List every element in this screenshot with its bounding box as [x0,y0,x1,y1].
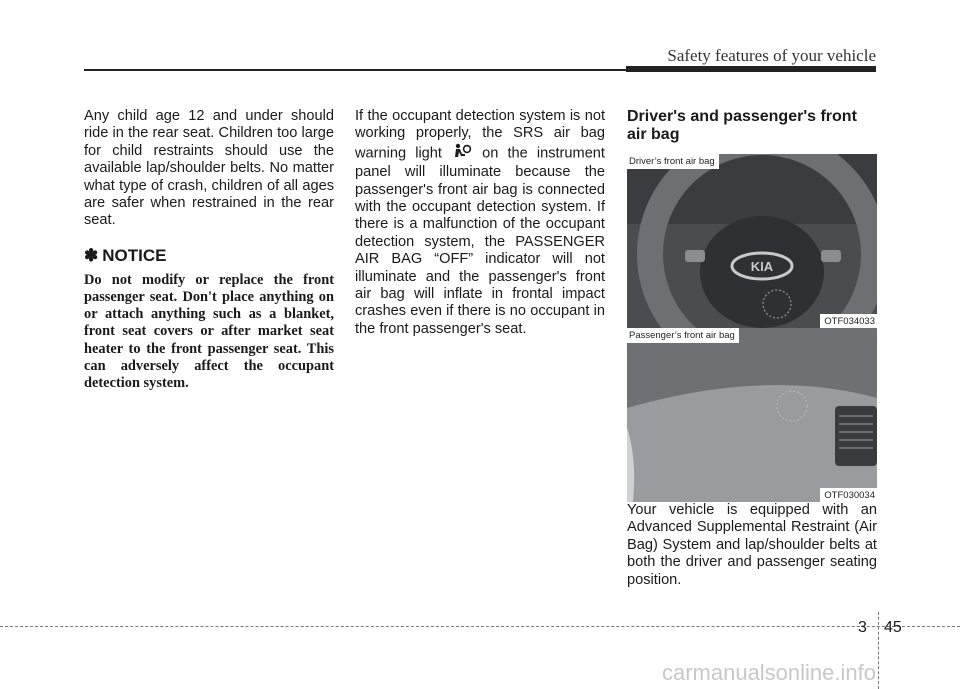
occupant-detection-paragraph [355,108,605,338]
photo2-code: OTF030034 [820,488,877,502]
child-seating-paragraph: Any child age 12 and under should ride in the rear seat. Children too large for child restraints should use the available lap/shoulder belts. No matter what type of crash, children of all ages are safer when restrained in the rear seat. [84,108,334,229]
running-header-title: Safety features of your vehicle [667,46,876,65]
passenger-airbag-photo [627,328,877,502]
column-middle [355,108,605,338]
photo2-label: Passenger’s front air bag [627,328,739,343]
paragraph-part-2: on the instrument panel will illuminate because the passenger's front air bag is connected with the occupant detection system. If there is a malfunction of the occupant detection system, the PASSENGER AIR BAG “OFF” indicator will not illuminate and the passenger's front air bag will inflate in frontal impact crashes even if there is no occupant in the front passenger's seat. [355,145,605,337]
driver-airbag-photo [627,154,877,328]
photo1-label: Driver’s front air bag [627,154,719,169]
airbag-system-paragraph: Your vehicle is equipped with an Advanced Supplemental Restraint (Air Bag) System and lap/shoulder belts at both the driver and passenger seating position. [627,502,877,588]
notice-symbol-icon: ✽ [84,245,99,265]
section-number: 3 [858,619,867,636]
watermark: carmanualsonline.info [661,660,876,685]
notice-text: Do not modify or replace the front passenger seat. Don't place anything on or attach anything such as a blanket, front seat covers or after market seat heater to the front passenger seat. This can adversely affect the occupant detection system. [84,271,334,392]
column-left [84,108,334,392]
column-right [627,108,877,589]
airbag-warning-icon [451,143,473,164]
notice-title: NOTICE [102,245,167,265]
footer-dashed-line [0,626,960,627]
photo1-code: OTF034033 [820,314,877,328]
notice-heading [84,246,334,266]
section-heading: Driver's and passenger's front air bag [627,108,857,143]
paragraph-part-1: If the occupant detection system is not working properly, the SRS air bag warning light [355,108,605,162]
header-accent-bar [626,66,876,72]
svg-text:KIA: KIA [750,259,774,274]
footer-divider [878,612,879,689]
page-number: 45 [884,619,902,636]
